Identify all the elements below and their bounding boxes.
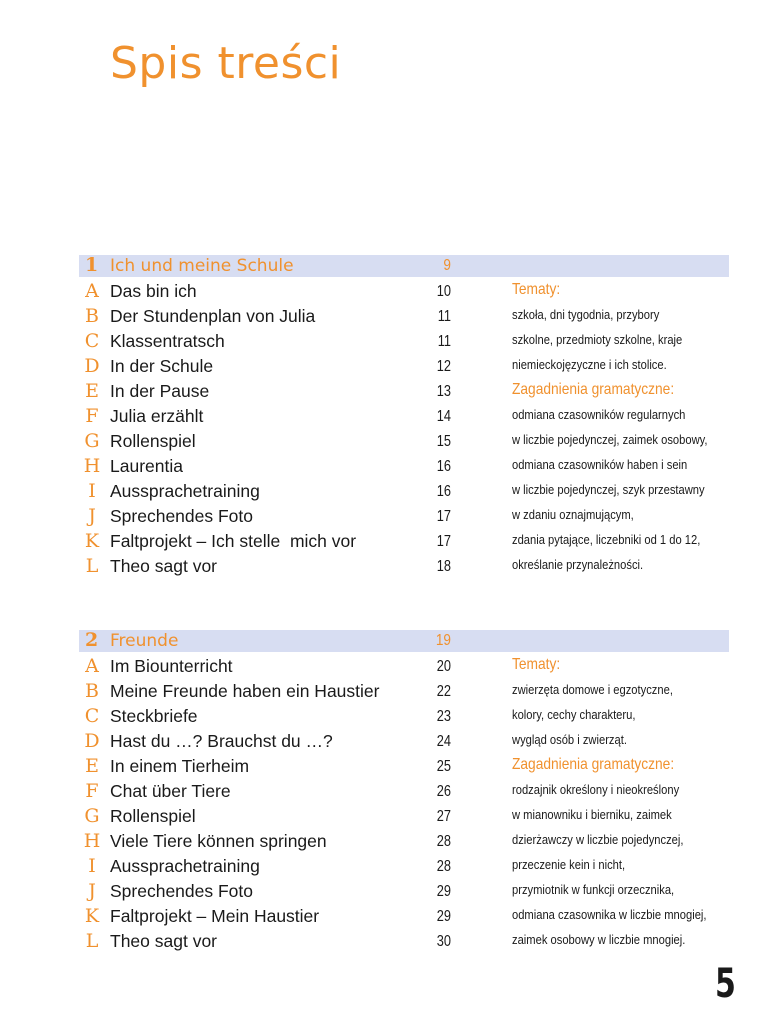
lesson-letter: C <box>84 705 100 727</box>
lesson-page-number: 12 <box>436 358 451 375</box>
grammar-line: odmiana czasownika w liczbie mnogiej, <box>512 907 707 922</box>
unit-header[interactable] <box>79 255 729 277</box>
lesson-item[interactable] <box>79 877 499 902</box>
lesson-title: In der Schule <box>110 356 214 376</box>
lesson-letter: K <box>84 905 100 927</box>
lesson-letter: J <box>88 505 96 527</box>
lesson-letter: C <box>84 330 100 352</box>
lesson-page-number: 11 <box>437 308 451 325</box>
page-number: 5 <box>715 961 736 1007</box>
unit-section <box>79 629 729 952</box>
lesson-letter: A <box>85 280 99 302</box>
lesson-letter: G <box>84 430 100 452</box>
lesson-letter: J <box>88 880 96 902</box>
lesson-list <box>79 277 499 577</box>
lesson-title: Hast du …? Brauchst du …? <box>110 731 333 751</box>
lesson-page-number: 17 <box>436 508 451 525</box>
unit-section <box>79 254 729 577</box>
lesson-page-number: 11 <box>437 333 451 350</box>
lesson-item[interactable] <box>79 752 499 777</box>
grammar-line: przeczenie kein i nicht, <box>512 857 626 872</box>
unit-title: Freunde <box>110 631 179 651</box>
lesson-letter: E <box>85 755 99 777</box>
lesson-page-number: 14 <box>436 408 451 425</box>
lesson-letter: H <box>83 830 101 852</box>
lesson-letter: G <box>84 805 100 827</box>
lesson-title: Rollenspiel <box>110 431 196 451</box>
unit-number: 2 <box>85 629 99 651</box>
lesson-item[interactable] <box>79 377 499 402</box>
lesson-item[interactable] <box>79 277 499 302</box>
topics-line: zwierzęta domowe i egzotyczne, <box>512 682 673 697</box>
lesson-title: Faltprojekt – Ich stelle mich vor <box>110 531 357 551</box>
lesson-page-number: 10 <box>436 283 451 300</box>
lesson-item[interactable] <box>79 302 499 327</box>
unit-header[interactable] <box>79 630 729 652</box>
grammar-line: odmiana czasowników haben i sein <box>512 457 688 472</box>
lesson-item[interactable] <box>79 527 499 552</box>
lesson-page-number: 23 <box>436 708 451 725</box>
lesson-item[interactable] <box>79 352 499 377</box>
lesson-title: Aussprachetraining <box>110 481 260 501</box>
grammar-line: rodzajnik określony i nieokreślony <box>512 782 680 797</box>
lesson-item[interactable] <box>79 927 499 952</box>
lesson-title: Klassentratsch <box>110 331 225 351</box>
lesson-page-number: 16 <box>436 483 451 500</box>
lesson-letter: L <box>85 555 99 577</box>
lesson-page-number: 16 <box>436 458 451 475</box>
grammar-line: odmiana czasowników regularnych <box>512 407 686 422</box>
lesson-title: Rollenspiel <box>110 806 196 826</box>
lesson-title: Sprechendes Foto <box>110 881 254 901</box>
grammar-line: zdania pytające, liczebniki od 1 do 12, <box>512 532 701 547</box>
lesson-page-number: 30 <box>436 933 451 950</box>
lesson-title: Im Biounterricht <box>110 656 233 676</box>
lesson-letter: K <box>84 530 100 552</box>
lesson-title: Viele Tiere können springen <box>110 831 327 851</box>
lesson-item[interactable] <box>79 452 499 477</box>
lesson-letter: F <box>85 405 99 427</box>
lesson-title: Der Stundenplan von Julia <box>110 306 316 326</box>
lesson-letter: D <box>84 355 100 377</box>
lesson-letter: L <box>85 930 99 952</box>
lesson-item[interactable] <box>79 502 499 527</box>
unit-title: Ich und meine Schule <box>110 256 294 276</box>
lesson-item[interactable] <box>79 427 499 452</box>
lesson-item[interactable] <box>79 477 499 502</box>
lesson-letter: H <box>83 455 101 477</box>
lesson-page-number: 25 <box>436 758 451 775</box>
lesson-item[interactable] <box>79 827 499 852</box>
grammar-line: określanie przynależności. <box>512 557 644 572</box>
lesson-letter: B <box>85 680 99 702</box>
lesson-item[interactable] <box>79 702 499 727</box>
topics-line: szkolne, przedmioty szkolne, kraje <box>512 332 683 347</box>
lesson-item[interactable] <box>79 852 499 877</box>
lesson-letter: I <box>88 480 96 502</box>
lesson-letter: F <box>85 780 99 802</box>
lesson-title: In der Pause <box>110 381 210 401</box>
grammar-heading: Zagadnienia gramatyczne: <box>512 381 675 398</box>
unit-page-number: 9 <box>443 257 451 274</box>
lesson-page-number: 17 <box>436 533 451 550</box>
lesson-list <box>79 652 499 952</box>
lesson-page-number: 13 <box>436 383 451 400</box>
lesson-page-number: 20 <box>436 658 451 675</box>
topics-line: kolory, cechy charakteru, <box>512 707 636 722</box>
lesson-page-number: 29 <box>436 908 451 925</box>
lesson-item[interactable] <box>79 327 499 352</box>
lesson-letter: A <box>85 655 99 677</box>
grammar-line: przymiotnik w funkcji orzecznika, <box>512 882 675 897</box>
grammar-line: w liczbie pojedynczej, szyk przestawny <box>512 482 705 497</box>
topics-line: niemieckojęzyczne i ich stolice. <box>512 357 667 372</box>
grammar-line: zaimek osobowy w liczbie mnogiej. <box>512 932 686 947</box>
lesson-item[interactable] <box>79 552 499 577</box>
grammar-line: w mianowniku i bierniku, zaimek <box>512 807 672 822</box>
lesson-title: Chat über Tiere <box>110 781 231 801</box>
lesson-item[interactable] <box>79 652 499 677</box>
topics-heading: Tematy: <box>512 656 561 673</box>
unit-number: 1 <box>85 254 99 276</box>
lesson-title: Das bin ich <box>110 281 197 301</box>
lesson-page-number: 18 <box>436 558 451 575</box>
lesson-title: Julia erzählt <box>110 406 204 426</box>
unit-page-number: 19 <box>435 632 451 649</box>
lesson-item[interactable] <box>79 777 499 802</box>
lesson-item[interactable] <box>79 677 499 702</box>
topics-heading: Tematy: <box>512 281 561 298</box>
lesson-title: Laurentia <box>110 456 183 476</box>
lesson-item[interactable] <box>79 902 499 927</box>
lesson-letter: D <box>84 730 100 752</box>
lesson-title: Meine Freunde haben ein Haustier <box>110 681 380 701</box>
grammar-line: w liczbie pojedynczej, zaimek osobowy, <box>512 432 708 447</box>
topics-line: wygląd osób i zwierząt. <box>512 732 627 747</box>
lesson-title: Aussprachetraining <box>110 856 260 876</box>
lesson-page-number: 29 <box>436 883 451 900</box>
lesson-title: Faltprojekt – Mein Haustier <box>110 906 320 926</box>
lesson-item[interactable] <box>79 402 499 427</box>
lesson-page-number: 24 <box>436 733 451 750</box>
lesson-letter: B <box>85 305 99 327</box>
lesson-title: Sprechendes Foto <box>110 506 254 526</box>
lesson-letter: I <box>88 855 96 877</box>
grammar-line: dzierżawczy w liczbie pojedynczej, <box>512 832 684 847</box>
lesson-page-number: 28 <box>436 858 451 875</box>
topics-column <box>512 277 742 577</box>
lesson-page-number: 22 <box>436 683 451 700</box>
lesson-title: In einem Tierheim <box>110 756 250 776</box>
lesson-page-number: 26 <box>436 783 451 800</box>
lesson-page-number: 15 <box>436 433 451 450</box>
topics-column <box>512 652 742 952</box>
lesson-title: Theo sagt vor <box>110 931 217 951</box>
lesson-title: Theo sagt vor <box>110 556 217 576</box>
grammar-line: w zdaniu oznajmującym, <box>512 507 634 522</box>
lesson-item[interactable] <box>79 802 499 827</box>
lesson-page-number: 28 <box>436 833 451 850</box>
lesson-title: Steckbriefe <box>110 706 198 726</box>
lesson-page-number: 27 <box>436 808 451 825</box>
grammar-heading: Zagadnienia gramatyczne: <box>512 756 675 773</box>
topics-line: szkoła, dni tygodnia, przybory <box>512 307 660 322</box>
lesson-item[interactable] <box>79 727 499 752</box>
lesson-letter: E <box>85 380 99 402</box>
page-title: Spis treści <box>110 38 342 89</box>
